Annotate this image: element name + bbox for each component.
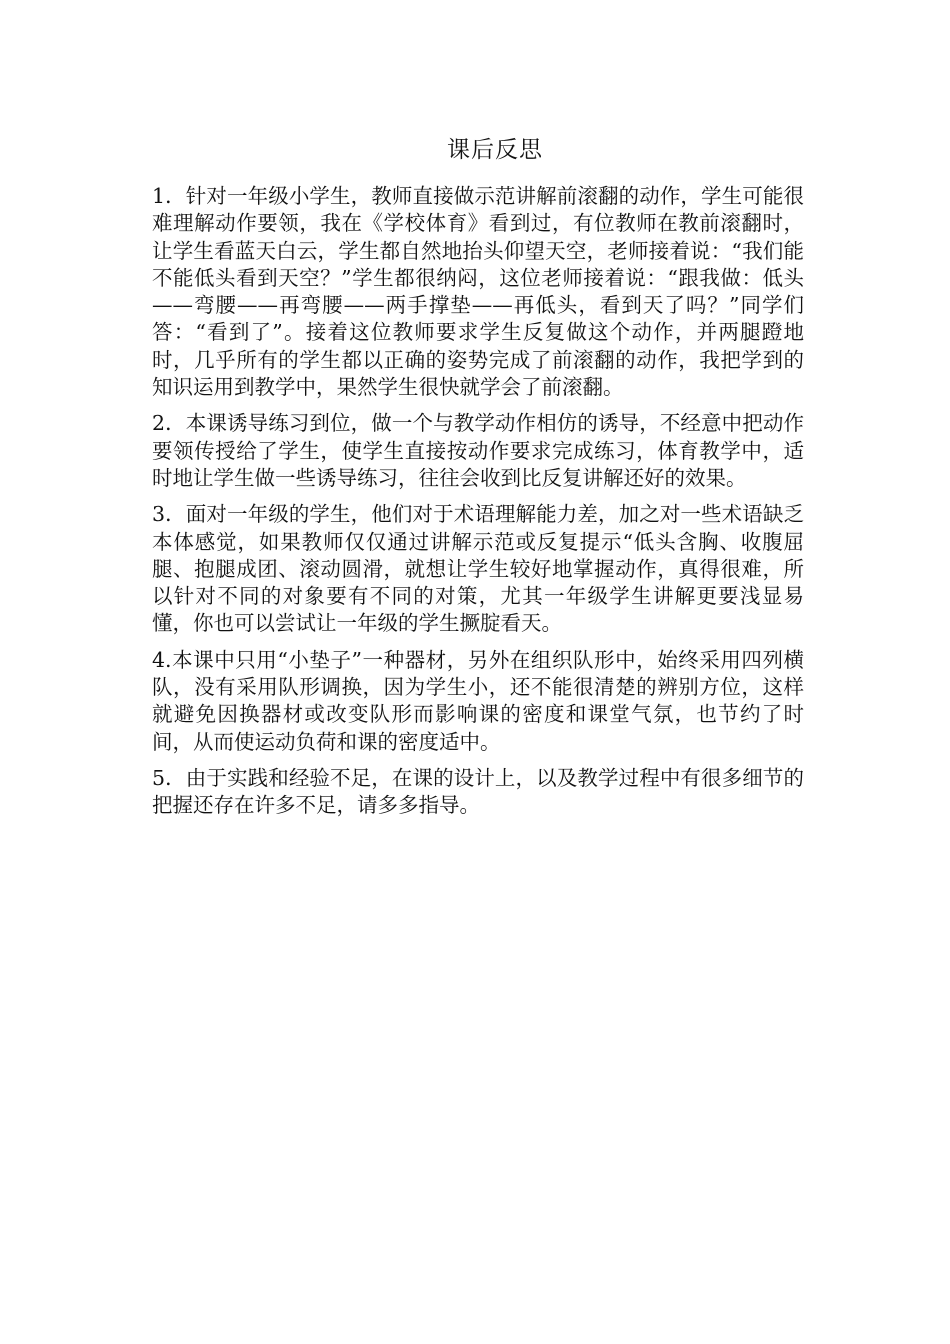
document-body — [152, 183, 804, 829]
reflection-paragraph-5: 5．由于实践和经验不足，在课的设计上，以及教学过程中有很多细节的把握还存在许多不足，请多多指导。 — [152, 765, 804, 818]
document-title: 课后反思 — [447, 137, 543, 163]
reflection-paragraph-4: 4.本课中只用“小垫子”一种器材，另外在组织队形中，始终采用四列横队，没有采用队形调换，因为学生小，还不能很清楚的辨别方位，这样就避免因换器材或改变队形而影响课的密度和课堂气氛，也节约了时间，从而使运动负荷和课的密度适中。 — [152, 647, 804, 754]
reflection-paragraph-3: 3．面对一年级的学生，他们对于术语理解能力差，加之对一些术语缺乏本体感觉，如果教师仅仅通过讲解示范或反复提示“低头含胸、收腹屈腿、抱腿成团、滚动圆滑，就想让学生较好地掌握动作，真得很难，所以针对不同的对象要有不同的对策，尤其一年级学生讲解更要浅显易懂，你也可以尝试让一年级的学生撅腚看天。 — [152, 502, 804, 636]
reflection-paragraph-1: 1．针对一年级小学生，教师直接做示范讲解前滚翻的动作，学生可能很难理解动作要领，我在《学校体育》看到过，有位教师在教前滚翻时，让学生看蓝天白云，学生都自然地抬头仰望天空，老师接着说：“我们能不能低头看到天空？”学生都很纳闷，这位老师接着说：“跟我做：低头——弯腰——再弯腰——两手撑垫——再低头，看到天了吗？”同学们答：“看到了”。接着这位教师要求学生反复做这个动作，并两腿蹬地时，几乎所有的学生都以正确的姿势完成了前滚翻的动作，我把学到的知识运用到教学中，果然学生很快就学会了前滚翻。 — [152, 184, 804, 400]
reflection-paragraph-2: 2．本课诱导练习到位，做一个与教学动作相仿的诱导，不经意中把动作要领传授给了学生，使学生直接按动作要求完成练习，体育教学中，适时地让学生做一些诱导练习，往往会收到比反复讲解还好的效果。 — [152, 411, 804, 490]
